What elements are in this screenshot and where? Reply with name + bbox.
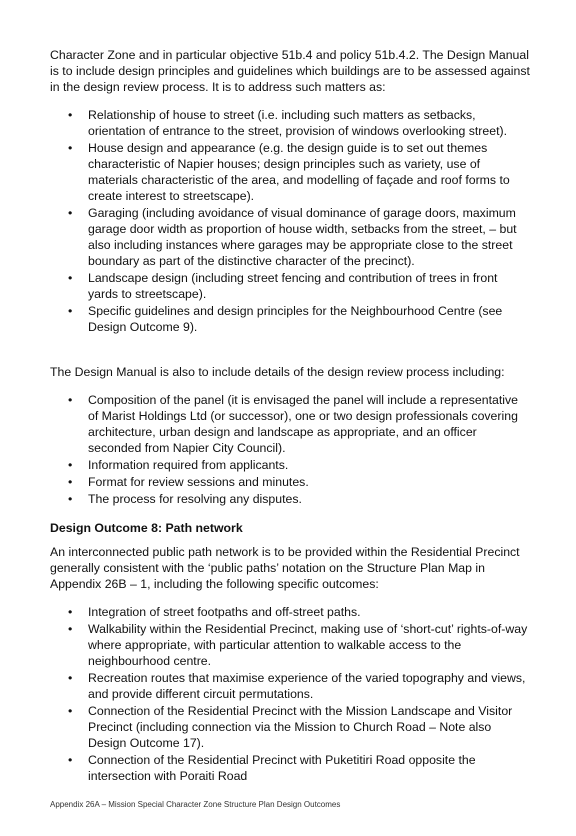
list-item: • Relationship of house to street (i.e. including such matters as setbacks, orientation of entrance to the street, provision of windows overlooking street).: [88, 107, 530, 139]
intro-paragraph: Character Zone and in particular objective 51b.4 and policy 51b.4.2. The Design Manual is to include design principles and guidelines which buildings are to be assessed against in the design review process. It is to address such matters as:: [50, 48, 530, 94]
list-item: • Connection of the Residential Precinct with the Mission Landscape and Visitor Precinct (including connection via the Mission to Church Road – Note also Design Outcome 17).: [88, 703, 530, 751]
design-matters-list: [50, 107, 530, 335]
list-item: • Garaging (including avoidance of visual dominance of garage doors, maximum garage door width as proportion of house width, setbacks from the street, – but also including instances where garages may be appropriate close to the street boundary as part of the distinctive character of the precinct).: [88, 205, 530, 269]
list-item: • Connection of the Residential Precinct with Puketitiri Road opposite the intersection with Poraiti Road: [88, 752, 530, 784]
list-item: • Landscape design (including street fencing and contribution of trees in front yards to streetscape).: [88, 270, 530, 302]
list-item: • Information required from applicants.: [88, 457, 530, 473]
path-network-list: [50, 604, 530, 784]
list-item: • Composition of the panel (it is envisaged the panel will include a representative of Marist Holdings Ltd (or successor), one or two design professionals covering architecture, urban design and landscape as appropriate, and an officer seconded from Napier City Council).: [88, 392, 530, 456]
list-item: • Recreation routes that maximise experience of the varied topography and views, and provide different circuit permutations.: [88, 670, 530, 702]
list-item: • The process for resolving any disputes.: [88, 491, 530, 507]
list-item: • Integration of street footpaths and off-street paths.: [88, 604, 530, 620]
review-process-list: [50, 392, 530, 507]
section-heading: Design Outcome 8: Path network: [50, 521, 243, 535]
document-page: [50, 47, 530, 785]
list-item: • Format for review sessions and minutes.: [88, 474, 530, 490]
page-footer: Appendix 26A – Mission Special Character Zone Structure Plan Design Outcomes: [50, 800, 341, 809]
list-item: • Specific guidelines and design principles for the Neighbourhood Centre (see Design Outcome 9).: [88, 303, 530, 335]
list-item: • Walkability within the Residential Precinct, making use of ‘short-cut’ rights-of-way where appropriate, with particular attention to walkable access to the neighbourhood centre.: [88, 621, 530, 669]
list-item: • House design and appearance (e.g. the design guide is to set out themes characteristic of Napier houses; design principles such as variety, use of materials characteristic of the area, and modelling of façade and roof forms to create interest to streetscape).: [88, 140, 530, 204]
outcome8-paragraph: An interconnected public path network is to be provided within the Residential Precinct generally consistent with the ‘public paths’ notation on the Structure Plan Map in Appendix 26B – 1, including the following specific outcomes:: [50, 545, 520, 591]
review-process-paragraph: The Design Manual is also to include details of the design review process including:: [50, 365, 505, 379]
